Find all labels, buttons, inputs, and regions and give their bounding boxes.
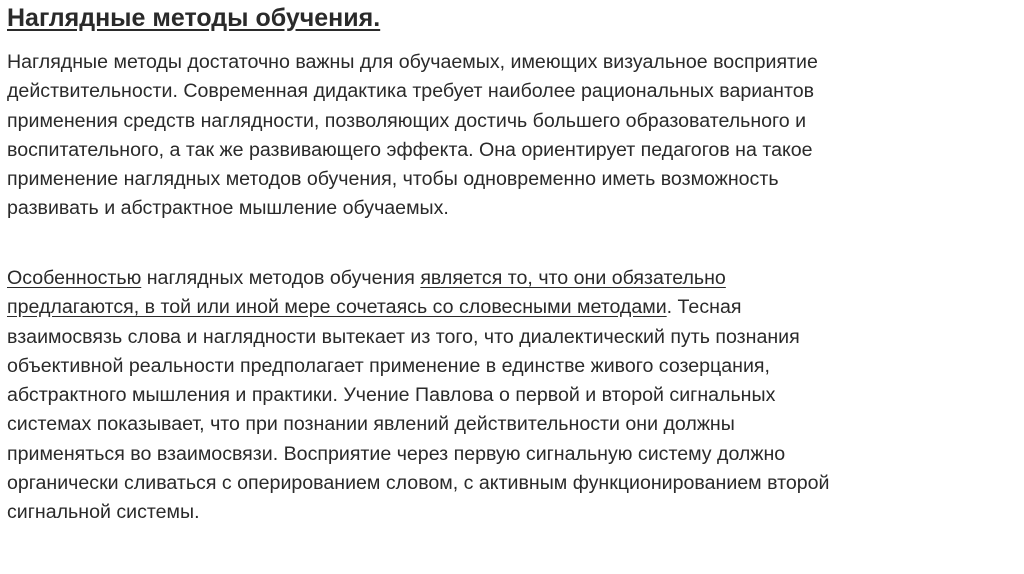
text-line: системах показывает, что при познании явлений действительности они должны [7, 413, 735, 436]
underlined-text: Особенностью [7, 267, 142, 289]
paragraph-features [7, 264, 1012, 528]
text-line: абстрактного мышления и практики. Учение Павлова о первой и второй сигнальных [7, 384, 776, 407]
text-line: применяться во взаимосвязи. Восприятие через первую сигнальную систему должно [7, 442, 786, 465]
plain-text: наглядных методов обучения [141, 267, 421, 289]
text-line: применение наглядных методов обучения, чтобы одновременно иметь возможность [7, 168, 779, 191]
paragraph-intro [7, 48, 1012, 224]
text-line: развивать и абстрактное мышление обучаемых. [7, 197, 449, 220]
underlined-text: является то, что они обязательно [420, 267, 726, 289]
text-line: взаимосвязь слова и наглядности вытекает из того, что диалектический путь познания [7, 325, 800, 348]
plain-text: . Тесная [666, 296, 742, 319]
text-line [7, 264, 1012, 293]
text-line: применения средств наглядности, позволяющих достичь большего образовательного и [7, 109, 807, 132]
text-line: действительности. Современная дидактика требует наиболее рациональных вариантов [7, 80, 815, 103]
slide-title: Наглядные методы обучения. [7, 4, 381, 32]
text-line: сигнальной системы. [7, 501, 200, 524]
text-line: воспитательного, а так же развивающего эффекта. Она ориентирует педагогов на такое [7, 138, 813, 161]
text-line: объективной реальности предполагает применение в единстве живого созерцания, [7, 354, 770, 377]
text-line [7, 293, 1012, 322]
underlined-text: предлагаются, в той или иной мере сочетаясь со словесными методами [7, 296, 667, 319]
text-line: органически сливаться с оперированием словом, с активным функционированием второй [7, 472, 830, 495]
text-line: Наглядные методы достаточно важны для обучаемых, имеющих визуальное восприятие [7, 51, 818, 73]
